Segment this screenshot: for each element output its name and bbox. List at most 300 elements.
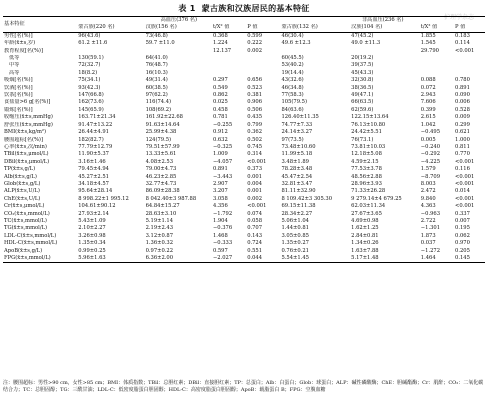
row-label: 中等 [9, 62, 20, 69]
table-row [3, 85, 485, 92]
table-cell: 79.45±4.94 [78, 166, 109, 173]
table-cell: 73.81±10.03 [351, 143, 386, 150]
table-row [3, 196, 485, 203]
table-row [3, 159, 485, 166]
table-cell: 1.35±0.34 [78, 240, 106, 247]
table-cell: 0.362 [247, 129, 263, 136]
table-cell: 1.468 [212, 232, 228, 239]
table-cell: 45.27±2.51 [78, 173, 109, 180]
table-cell: −0.495 [420, 129, 440, 136]
table-cell [145, 48, 212, 55]
table-cell: 45(43.3) [351, 69, 374, 76]
table-row [3, 240, 485, 247]
table-cell: 104.61±90.12 [78, 203, 116, 210]
table-cell: 2.472 [420, 188, 436, 195]
table-cell: −1.792 [212, 210, 233, 217]
table-cell: 24.42±5.51 [351, 129, 382, 136]
row-label: 食盐量>6 g[名(%)] [4, 99, 51, 106]
table-cell: 4.08±2.53 [145, 158, 174, 165]
table-cell: 78.28±3.48 [281, 166, 313, 173]
table-cell: 0.037 [420, 240, 436, 247]
table-cell: 32(30.8) [351, 77, 374, 84]
table-cell: 5.43±1.09 [78, 217, 106, 224]
table-cell: 66(63.5) [351, 99, 374, 106]
watermark: 护理学杂志 [443, 14, 474, 21]
table-cell: 0.656 [247, 77, 263, 84]
table-cell: 0.970 [455, 240, 470, 247]
row-label: LDL-C(x̄±s,mmol/L) [4, 232, 57, 239]
table-cell: 26.44±4.91 [78, 129, 109, 136]
table-cell: 0.891 [212, 166, 228, 173]
table-cell: 20(19.2) [351, 55, 374, 62]
footnote: 注：腰围超标：男性>90 cm，女性>85 cm；BMI：体质指数；TBil：总胆红素；DBil：直接胆红素；TP：总蛋白；Alb：白蛋白；Glob：球蛋白；ALP：碱性磷酸酶；ChE：胆碱酯酶；Cr：肌酐；CO₂：二氧化碳结合力；TC：总胆固醇；TG：三酰甘油；LDL-C：低密度脂蛋白胆固醇；HDL-C：高密度脂蛋白胆固醇；ApoB：载脂蛋白 B；FPG：空腹血糖 [3, 380, 484, 394]
table-row [3, 70, 485, 77]
table-cell [420, 55, 454, 62]
table-cell: <0.001 [455, 195, 475, 202]
table-cell: 72(32.7) [78, 62, 101, 69]
row-label: 收缩压(x̄±s,mmHg) [4, 114, 53, 121]
table-cell [246, 62, 280, 69]
table-cell: 2.10±2.27 [78, 225, 106, 232]
table-cell [212, 70, 246, 77]
table-cell: −2.027 [212, 255, 246, 263]
table-cell: 49.6 ±12.3 [281, 40, 311, 47]
table-cell: 34.18±4.57 [78, 180, 109, 187]
table-cell: 1.34±0.26 [351, 240, 379, 247]
table-cell: −1.301 [420, 225, 440, 232]
row-label: FPG(x̄±s,mmol/L) [3, 255, 77, 263]
table-row [3, 32, 485, 40]
table-cell: 76(48.7) [145, 62, 168, 69]
table-cell: 0.551 [247, 247, 263, 254]
table-cell: 130(59.1) [78, 55, 104, 62]
table-cell: 43(32.6) [281, 77, 304, 84]
table-row [3, 233, 485, 240]
table-cell: 28.63±3.10 [145, 210, 177, 217]
table-row [3, 137, 485, 144]
table-cell: 29.790 [420, 47, 439, 54]
table-cell [212, 55, 246, 62]
table-body [3, 32, 485, 263]
table-cell [350, 48, 420, 55]
table-cell: 77(58.3) [281, 92, 304, 99]
table-row [3, 166, 485, 173]
table-cell: 96(43.6) [78, 32, 101, 39]
table-cell: 19(14.4) [281, 69, 304, 76]
row-label: 心率(x̄±s,次/min) [4, 143, 47, 150]
table-cell: 27.67±3.65 [351, 210, 382, 217]
table-cell: 105(79.5) [281, 99, 307, 106]
table-row [3, 48, 485, 55]
table-cell: −1.272 [420, 247, 440, 254]
row-label: HDL-C(x̄±s,mmol/L) [4, 240, 58, 247]
table-cell: 39(37.5) [351, 62, 374, 69]
row-label: ALP(x̄±s,U/L) [4, 188, 40, 195]
table-cell: 1.44±0.81 [281, 225, 309, 232]
table-cell: 126.40±11.35 [281, 114, 319, 121]
table-cell: 49(47.1) [351, 92, 374, 99]
row-label: ApoB(x̄±s,g/L) [4, 247, 43, 254]
table-cell: 3.058 [212, 195, 228, 202]
table-cell: −0.240 [420, 143, 440, 150]
table-cell: 16(10.3) [145, 69, 168, 76]
table-cell: 0.381 [247, 92, 263, 99]
table-cell: 0.090 [455, 92, 470, 99]
table-cell: 5.19±1.14 [145, 217, 174, 224]
table-cell: 81.11±32.90 [281, 188, 316, 195]
table-cell: 45.47±2.54 [281, 173, 313, 180]
table-cell: <0.001 [247, 203, 267, 210]
table-cell: 6.36±2.00 [145, 255, 212, 263]
table-cell: 0.025 [212, 99, 228, 106]
header-mongol-2: 蒙古族(132 名) [280, 24, 350, 32]
table-cell: <0.001 [247, 158, 267, 165]
header-han-1: 汉族(156 名) [145, 24, 212, 32]
table-cell: 0.862 [212, 92, 228, 99]
table-cell: 32.77±4.73 [145, 180, 177, 187]
table-cell: 161.92±22.68 [145, 114, 183, 121]
table-cell: <0.001 [455, 173, 475, 180]
table-cell: 0.368 [212, 32, 228, 39]
table-row [3, 255, 485, 263]
table-cell: 0.745 [247, 143, 263, 150]
table-cell: 0.528 [455, 106, 470, 113]
table-title [0, 3, 488, 14]
table-row [3, 211, 485, 218]
table-cell: 12.137 [212, 47, 232, 54]
table-cell: 28.96±3.93 [351, 180, 382, 187]
table-cell: 2.19±2.43 [145, 225, 174, 232]
table-cell: 2.84±0.81 [351, 232, 379, 239]
table-cell: 0.621 [455, 129, 470, 136]
table-cell: 0.001 [247, 188, 263, 195]
table-cell: 0.114 [455, 40, 470, 47]
table-cell: 0.891 [455, 84, 470, 91]
header-group-normal: 非高血压(236 名) [280, 17, 485, 25]
table-cell: 77.79±12.79 [78, 143, 113, 150]
row-label: 教育程度[名(%)] [4, 47, 43, 54]
table-cell: 9 279.14±4 679.25 [351, 195, 402, 202]
table-cell: 1.35±0.27 [281, 240, 309, 247]
table-cell: 1.904 [212, 217, 228, 224]
row-label: 锻炼[名(%)] [4, 106, 33, 113]
table-row [3, 188, 485, 195]
table-cell: 0.314 [247, 151, 263, 158]
table-cell: 0.523 [247, 84, 263, 91]
table-cell: 4.363 [420, 203, 436, 210]
table-row [3, 62, 485, 69]
table-cell: 73(46.8) [145, 32, 168, 39]
header-feature: 基本特征 [3, 17, 77, 33]
row-label: TBil(x̄±s,μmol/L) [4, 151, 49, 158]
table-cell: 7.606 [420, 99, 436, 106]
table-cell: 0.770 [455, 151, 470, 158]
table-cell: 0.009 [455, 114, 470, 121]
characteristics-table [3, 16, 485, 263]
table-cell: 0.014 [455, 188, 470, 195]
table-cell [454, 55, 485, 62]
header-stat-2: t/X² 值 [420, 24, 454, 32]
table-cell: 163.71±21.34 [78, 114, 116, 121]
row-label: Cr(x̄±s,μmol/L) [4, 203, 45, 210]
table-cell: 1.545 [420, 40, 436, 47]
table-cell: 5.96±1.63 [77, 255, 144, 263]
table-cell: 124(79.5) [145, 136, 172, 143]
row-label: TG(x̄±s,mmol/L) [4, 225, 48, 232]
table-cell: 0.502 [247, 136, 263, 143]
table-cell: 47(45.2) [351, 32, 374, 39]
table-cell: 0.116 [455, 166, 470, 173]
table-cell: 0.435 [247, 114, 263, 121]
table-cell: 0.599 [247, 32, 263, 39]
table-row [3, 203, 485, 210]
table-row [3, 151, 485, 158]
table-cell: 91.47±13.22 [78, 121, 113, 128]
table-cell: 0.002 [247, 47, 263, 54]
table-cell: 5.06±1.04 [281, 217, 309, 224]
table-cell: 0.074 [247, 210, 263, 217]
table-cell: 1.63±7.88 [351, 247, 379, 254]
table-cell: 8.003 [420, 180, 436, 187]
table-cell: 73.48±10.60 [281, 143, 316, 150]
table-cell: 9.840 [420, 195, 436, 202]
table-cell: 0.780 [455, 77, 470, 84]
table-cell [420, 62, 454, 69]
row-label: ChE(x̄±s,U/L) [4, 195, 41, 202]
table-cell: 0.506 [247, 106, 263, 113]
table-cell: 0.906 [247, 99, 263, 106]
table-cell: 1.579 [420, 166, 436, 173]
table-cell: 2.943 [420, 92, 436, 99]
table-cell: 1.36±0.32 [145, 240, 174, 247]
table-row [3, 107, 485, 114]
table-cell [280, 48, 350, 55]
table-cell: 46.23±2.85 [145, 173, 177, 180]
table-row [3, 225, 485, 232]
table-cell: 3.16±1.46 [78, 158, 106, 165]
table-cell: 0.006 [455, 99, 470, 106]
table-cell: 8 998.22±1 995.12 [78, 195, 129, 202]
table-cell: 60(45.5) [281, 55, 304, 62]
table-cell: 0.143 [247, 232, 263, 239]
table-cell: 3.48±1.89 [281, 158, 309, 165]
header-mongol-1: 蒙古族(220 名) [77, 24, 144, 32]
table-cell: 147(66.8) [78, 92, 104, 99]
row-label: 饮酒[名(%)] [4, 84, 33, 91]
row-label: TC(x̄±s,mmol/L) [4, 217, 47, 224]
table-cell: 79.00±4.73 [145, 166, 177, 173]
table-cell: 61.2 ±11.6 [78, 40, 108, 47]
table-cell: 46(34.8) [281, 84, 304, 91]
table-cell: −0.376 [212, 225, 233, 232]
table-cell: 62.03±11.34 [351, 203, 386, 210]
table-cell: 97(62.2) [145, 92, 168, 99]
table-cell: 32.81±3.47 [281, 180, 313, 187]
table-cell: 0.001 [247, 173, 263, 180]
table-cell: 162(73.6) [78, 99, 104, 106]
row-label: 腰围超标[名(%)] [4, 136, 43, 143]
table-cell: 3.207 [212, 188, 228, 195]
table-cell: 77.53±3.78 [351, 166, 382, 173]
table-row [3, 114, 485, 121]
table-row [3, 99, 485, 106]
row-label: 低等 [9, 55, 20, 62]
table-cell: 0.373 [247, 166, 263, 173]
table-row [3, 129, 485, 136]
table-cell: 71.33±26.28 [351, 188, 386, 195]
table-cell: 8 042.40±3 987.88 [145, 195, 197, 202]
row-label: Alb(x̄±s,g/L) [4, 173, 37, 180]
table-cell: 48.56±2.88 [351, 173, 382, 180]
table-cell: 2.615 [420, 114, 436, 121]
row-label: 年龄(x̄±s,岁) [4, 40, 36, 47]
table-cell: 0.072 [420, 84, 436, 91]
row-label: TP(x̄±s,g/L) [4, 166, 36, 173]
table-cell: 75(34.1) [78, 77, 101, 84]
table-cell: <0.001 [455, 203, 475, 210]
table-cell: 49(31.4) [145, 77, 168, 84]
table-cell: 95.64±28.14 [78, 188, 113, 195]
table-row [3, 40, 485, 47]
table-cell: 116(74.4) [145, 99, 172, 106]
table-cell: 60(38.5) [145, 84, 168, 91]
table-cell [212, 62, 246, 69]
table-cell: 5.17±1.48 [350, 255, 420, 263]
table-cell: 0.549 [212, 84, 228, 91]
table-cell: 0.597 [212, 247, 228, 254]
table-cell [246, 55, 280, 62]
table-cell: 0.912 [212, 129, 228, 136]
table-cell [454, 62, 485, 69]
table-cell: 64(41.0) [145, 55, 168, 62]
header-han-2: 汉族(104 名) [350, 24, 420, 32]
table-cell: 84(63.6) [281, 106, 304, 113]
table-cell: 1.000 [455, 136, 470, 143]
row-label: 男性[名(%)] [4, 32, 33, 39]
table-cell: 0.99±0.25 [78, 247, 106, 254]
table-cell: −4.057 [212, 158, 233, 165]
table-cell: 18(8.2) [78, 69, 98, 76]
table-cell: 0.205 [455, 247, 470, 254]
table-cell: 0.299 [455, 121, 470, 128]
table-cell: 11.90±5.37 [78, 151, 109, 158]
table-cell: 11.99±5.18 [281, 151, 313, 158]
table-cell: <0.001 [455, 47, 475, 54]
table-cell: 1.62±1.25 [351, 225, 379, 232]
table-cell: −0.963 [420, 210, 440, 217]
table-cell: <0.001 [455, 158, 475, 165]
table-cell: 0.707 [247, 225, 263, 232]
table-row [3, 174, 485, 181]
table-cell: 24.14±3.27 [281, 129, 313, 136]
row-label: 高等 [9, 69, 20, 76]
table-cell: 182(82.7) [78, 136, 104, 143]
table-cell: −0.292 [420, 151, 440, 158]
header-group-hypertension: 高血压(376 名) [77, 17, 280, 25]
table-cell: 64.84±15.27 [145, 203, 180, 210]
table-row [3, 144, 485, 151]
table-cell: 4.69±0.98 [351, 217, 379, 224]
table-cell: −0.325 [212, 143, 233, 150]
header-p-1: P 值 [246, 24, 280, 32]
table-cell: 0.005 [420, 136, 436, 143]
table-cell: 0.799 [247, 121, 263, 128]
table-cell: 1.009 [212, 151, 228, 158]
table-cell: 0.058 [247, 217, 263, 224]
table-cell [454, 70, 485, 77]
table-cell: 38(36.5) [351, 84, 374, 91]
table-cell: 1.042 [420, 121, 436, 128]
table-cell: −0.333 [212, 240, 233, 247]
row-label: DBil(x̄±s,μmol/L) [4, 158, 50, 165]
table-cell: 3.05±0.85 [281, 232, 309, 239]
table-cell: 2.722 [420, 217, 436, 224]
table-row [3, 248, 485, 255]
table-cell [77, 48, 144, 55]
table-cell: −3.443 [212, 173, 233, 180]
table-cell: 0.002 [247, 195, 263, 202]
table-cell: −4.225 [420, 158, 440, 165]
table-cell: 76.13±10.80 [351, 121, 386, 128]
table-cell: 5.54±1.45 [280, 255, 350, 263]
table-cell: 12.18±5.08 [351, 151, 382, 158]
header-stat-1: t/X² 值 [212, 24, 246, 32]
table-cell: 49.0 ±11.3 [351, 40, 381, 47]
table-cell: 0.811 [455, 143, 470, 150]
table-cell: 76(73.1) [351, 136, 374, 143]
table-cell: 91.63±14.64 [145, 121, 180, 128]
table-row [3, 92, 485, 99]
table-cell: 1.855 [420, 32, 436, 39]
table-cell: 2.907 [212, 180, 228, 187]
table-title-text: 蒙古族和汉族居民的基本特征 [201, 3, 310, 13]
table-cell: −8.709 [420, 173, 440, 180]
table-cell: 0.145 [454, 255, 485, 263]
table-cell: 108(69.2) [145, 106, 172, 113]
table-cell: 0.632 [212, 136, 228, 143]
table-cell: 59.7 ±11.0 [145, 40, 175, 47]
table-cell: 0.76±0.21 [281, 247, 309, 254]
row-label: 吸烟[名(%)] [4, 77, 33, 84]
table-cell: 25.99±4.38 [145, 129, 177, 136]
table-cell: 0.183 [455, 32, 470, 39]
row-label: 饮茶[名(%)] [4, 92, 33, 99]
table-cell: 0.195 [455, 225, 470, 232]
table-number: 表 1 [178, 4, 196, 13]
table-row [3, 122, 485, 129]
row-label: CO₂(x̄±s,mmol/L) [4, 210, 50, 217]
table-cell: 3.12±0.87 [145, 232, 174, 239]
header-p-2: P 值 [454, 24, 485, 32]
table-cell: 122.15±13.64 [351, 114, 389, 121]
table-cell: 0.044 [246, 255, 280, 263]
table-cell: 1.873 [420, 232, 436, 239]
table-cell: 86.09±28.38 [145, 188, 180, 195]
table-cell: 79.51±57.99 [145, 143, 180, 150]
table-cell: 0.724 [247, 240, 263, 247]
table-cell: 145(65.9) [78, 106, 104, 113]
table-cell: 3.26±0.98 [78, 232, 106, 239]
table-cell: 0.004 [247, 180, 263, 187]
table-cell: 0.222 [247, 40, 263, 47]
table-cell: 0.458 [212, 106, 228, 113]
row-label: BMI(x̄±s,kg/m²) [4, 129, 47, 136]
table-cell: 74.77±7.33 [281, 121, 313, 128]
table-cell: 8 109.42±3 305.30 [281, 195, 333, 202]
table-cell: 62(59.6) [351, 106, 374, 113]
table-cell: 0.781 [212, 114, 228, 121]
table-cell: 53(40.2) [281, 62, 304, 69]
